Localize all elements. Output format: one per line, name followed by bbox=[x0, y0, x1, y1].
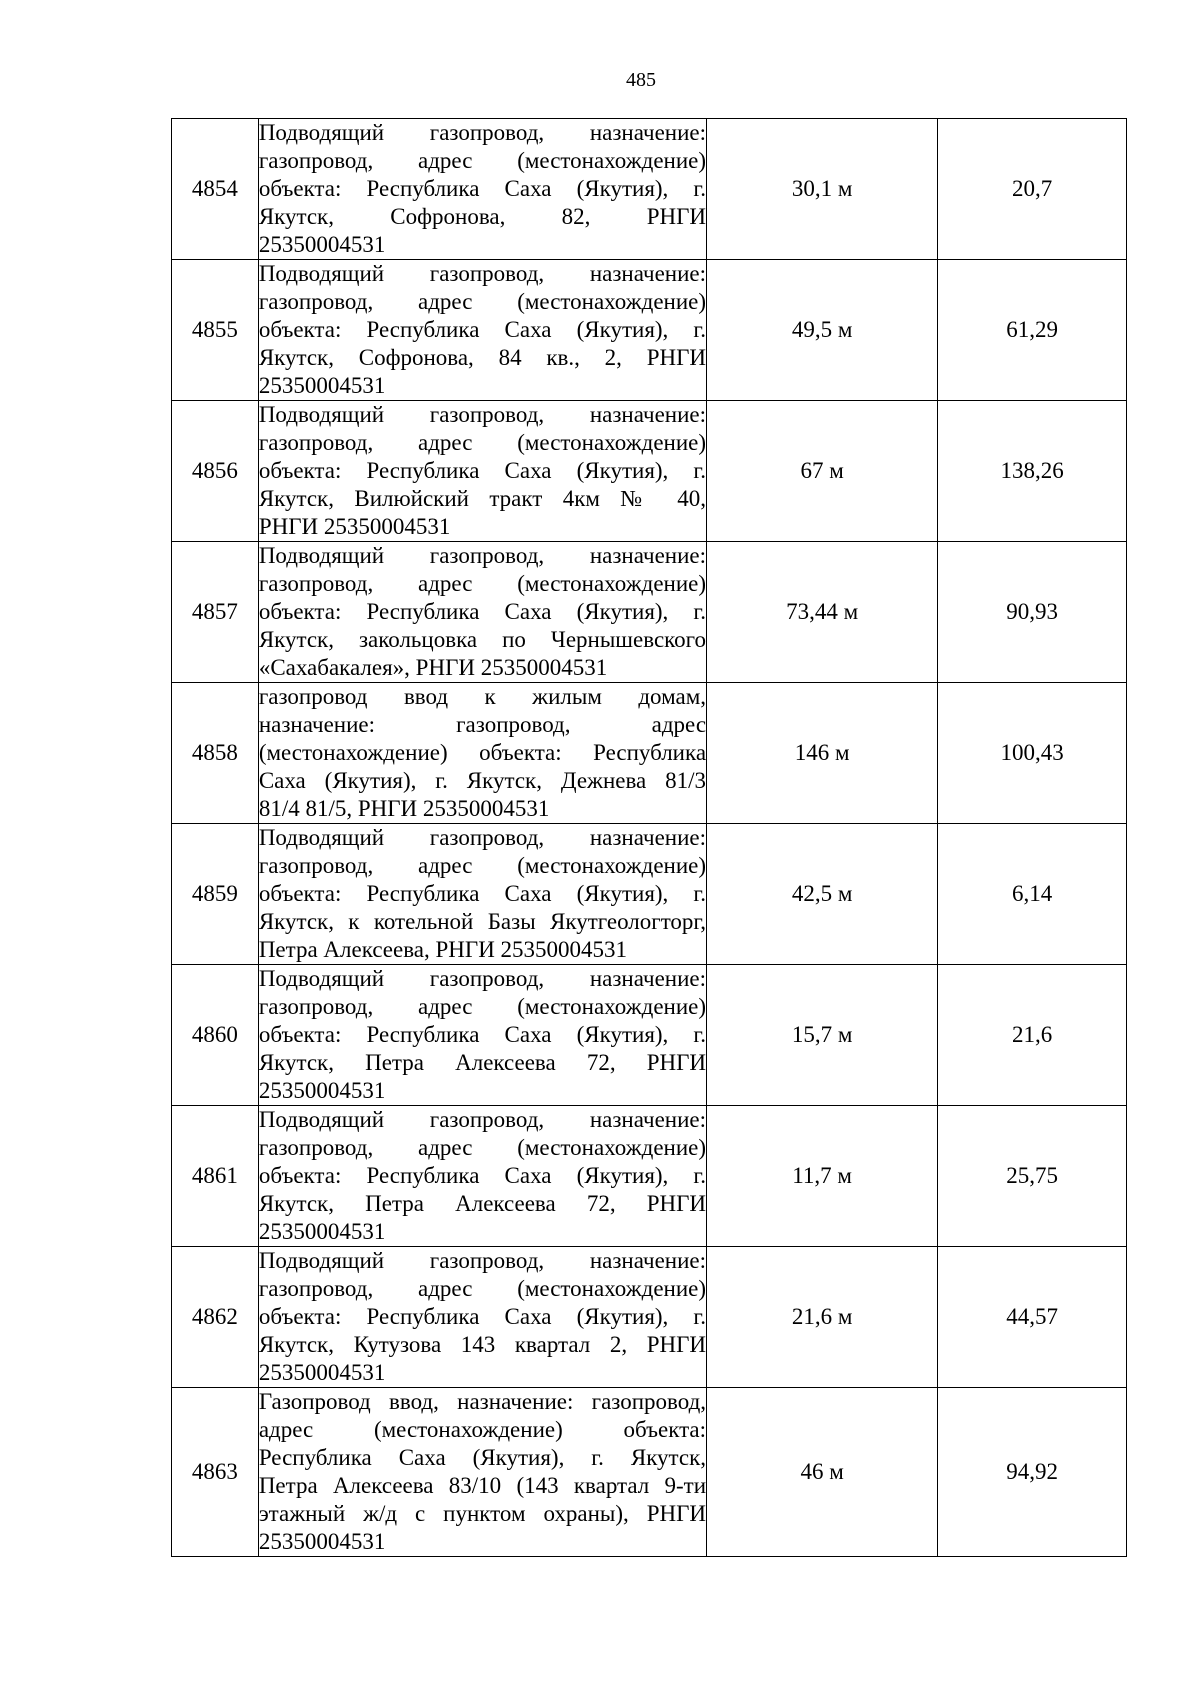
description-line: Подводящий газопровод, назначение: bbox=[258, 120, 707, 145]
object-value: 90,93 bbox=[938, 542, 1127, 683]
description-line: Газопровод ввод, назначение: газопровод, bbox=[258, 1389, 707, 1414]
description-line: Подводящий газопровод, назначение: bbox=[258, 261, 707, 286]
object-description bbox=[258, 119, 706, 260]
description-line: (местонахождение) объекта: Республика bbox=[258, 740, 707, 765]
object-length: 11,7 м bbox=[707, 1106, 938, 1247]
description-line: газопровод ввод к жилым домам, bbox=[258, 684, 707, 709]
record-number: 4860 bbox=[172, 965, 259, 1106]
object-value: 100,43 bbox=[938, 683, 1127, 824]
description-line: Саха (Якутия), г. Якутск, Дежнева 81/3 bbox=[258, 768, 707, 793]
object-length: 46 м bbox=[707, 1388, 938, 1557]
object-length: 67 м bbox=[707, 401, 938, 542]
description-line: 25350004531 bbox=[258, 1529, 386, 1554]
description-line: Петра Алексеева 83/10 (143 квартал 9-ти bbox=[258, 1473, 707, 1498]
object-value: 6,14 bbox=[938, 824, 1127, 965]
record-number: 4858 bbox=[172, 683, 259, 824]
description-line: 81/4 81/5, РНГИ 25350004531 bbox=[258, 796, 550, 821]
record-number: 4854 bbox=[172, 119, 259, 260]
object-value: 44,57 bbox=[938, 1247, 1127, 1388]
record-number: 4855 bbox=[172, 260, 259, 401]
table-row bbox=[172, 260, 1127, 401]
description-line: Якутск, Софронова, 82, РНГИ bbox=[258, 204, 707, 229]
description-line: газопровод, адрес (местонахождение) bbox=[258, 430, 707, 455]
description-line: 25350004531 bbox=[258, 1360, 386, 1385]
description-line: Подводящий газопровод, назначение: bbox=[258, 825, 707, 850]
table-row bbox=[172, 824, 1127, 965]
registry-table bbox=[171, 118, 1127, 1557]
description-line: 25350004531 bbox=[258, 232, 386, 257]
description-line: объекта: Республика Саха (Якутия), г. bbox=[258, 599, 707, 624]
description-line: Якутск, Кутузова 143 квартал 2, РНГИ bbox=[258, 1332, 707, 1357]
description-line: Подводящий газопровод, назначение: bbox=[258, 966, 707, 991]
description-line: объекта: Республика Саха (Якутия), г. bbox=[258, 317, 707, 342]
description-line: объекта: Республика Саха (Якутия), г. bbox=[258, 176, 707, 201]
record-number: 4859 bbox=[172, 824, 259, 965]
description-line: объекта: Республика Саха (Якутия), г. bbox=[258, 1304, 707, 1329]
page-number: 485 bbox=[626, 69, 656, 91]
object-length: 30,1 м bbox=[707, 119, 938, 260]
object-value: 138,26 bbox=[938, 401, 1127, 542]
object-value: 25,75 bbox=[938, 1106, 1127, 1247]
table-row bbox=[172, 965, 1127, 1106]
description-line: Республика Саха (Якутия), г. Якутск, bbox=[258, 1445, 707, 1470]
object-length: 42,5 м bbox=[707, 824, 938, 965]
description-line: объекта: Республика Саха (Якутия), г. bbox=[258, 1163, 707, 1188]
description-line: РНГИ 25350004531 bbox=[258, 514, 451, 539]
object-length: 73,44 м bbox=[707, 542, 938, 683]
record-number: 4857 bbox=[172, 542, 259, 683]
object-description bbox=[258, 1388, 706, 1557]
object-description bbox=[258, 824, 706, 965]
description-line: Подводящий газопровод, назначение: bbox=[258, 402, 707, 427]
description-line: 25350004531 bbox=[258, 1219, 386, 1244]
description-line: объекта: Республика Саха (Якутия), г. bbox=[258, 458, 707, 483]
description-line: этажный ж/д с пунктом охраны), РНГИ bbox=[258, 1501, 707, 1526]
description-line: Подводящий газопровод, назначение: bbox=[258, 543, 707, 568]
table-row bbox=[172, 542, 1127, 683]
description-line: Якутск, Софронова, 84 кв., 2, РНГИ bbox=[258, 345, 707, 370]
description-line: Якутск, к котельной Базы Якутгеологторг, bbox=[258, 909, 707, 934]
description-line: Якутск, Петра Алексеева 72, РНГИ bbox=[258, 1191, 707, 1216]
description-line: Подводящий газопровод, назначение: bbox=[258, 1107, 707, 1132]
record-number: 4861 bbox=[172, 1106, 259, 1247]
description-line: объекта: Республика Саха (Якутия), г. bbox=[258, 881, 707, 906]
table-row bbox=[172, 119, 1127, 260]
object-description bbox=[258, 260, 706, 401]
description-line: Якутск, Вилюйский тракт 4км № 40, bbox=[258, 486, 707, 511]
description-line: газопровод, адрес (местонахождение) bbox=[258, 289, 707, 314]
description-line: газопровод, адрес (местонахождение) bbox=[258, 853, 707, 878]
description-line: адрес (местонахождение) объекта: bbox=[258, 1417, 707, 1442]
object-description bbox=[258, 1247, 706, 1388]
object-description bbox=[258, 683, 706, 824]
description-line: 25350004531 bbox=[258, 373, 386, 398]
description-line: Петра Алексеева, РНГИ 25350004531 bbox=[258, 937, 628, 962]
description-line: 25350004531 bbox=[258, 1078, 386, 1103]
table-row bbox=[172, 1106, 1127, 1247]
description-line: газопровод, адрес (местонахождение) bbox=[258, 148, 707, 173]
record-number: 4862 bbox=[172, 1247, 259, 1388]
description-line: Якутск, Петра Алексеева 72, РНГИ bbox=[258, 1050, 707, 1075]
table-row bbox=[172, 1388, 1127, 1557]
object-description bbox=[258, 401, 706, 542]
object-length: 49,5 м bbox=[707, 260, 938, 401]
object-description bbox=[258, 542, 706, 683]
record-number: 4856 bbox=[172, 401, 259, 542]
record-number: 4863 bbox=[172, 1388, 259, 1557]
object-value: 21,6 bbox=[938, 965, 1127, 1106]
description-line: Подводящий газопровод, назначение: bbox=[258, 1248, 707, 1273]
object-length: 21,6 м bbox=[707, 1247, 938, 1388]
object-value: 20,7 bbox=[938, 119, 1127, 260]
object-length: 15,7 м bbox=[707, 965, 938, 1106]
description-line: газопровод, адрес (местонахождение) bbox=[258, 994, 707, 1019]
description-line: газопровод, адрес (местонахождение) bbox=[258, 1276, 707, 1301]
object-value: 94,92 bbox=[938, 1388, 1127, 1557]
description-line: газопровод, адрес (местонахождение) bbox=[258, 1135, 707, 1160]
object-description bbox=[258, 1106, 706, 1247]
description-line: объекта: Республика Саха (Якутия), г. bbox=[258, 1022, 707, 1047]
description-line: назначение: газопровод, адрес bbox=[258, 712, 707, 737]
description-line: Якутск, закольцовка по Чернышевского bbox=[258, 627, 707, 652]
table-row bbox=[172, 683, 1127, 824]
object-description bbox=[258, 965, 706, 1106]
object-length: 146 м bbox=[707, 683, 938, 824]
table-row bbox=[172, 1247, 1127, 1388]
description-line: газопровод, адрес (местонахождение) bbox=[258, 571, 707, 596]
description-line: «Сахабакалея», РНГИ 25350004531 bbox=[258, 655, 608, 680]
object-value: 61,29 bbox=[938, 260, 1127, 401]
table-row bbox=[172, 401, 1127, 542]
registry-table-body bbox=[172, 119, 1127, 1557]
